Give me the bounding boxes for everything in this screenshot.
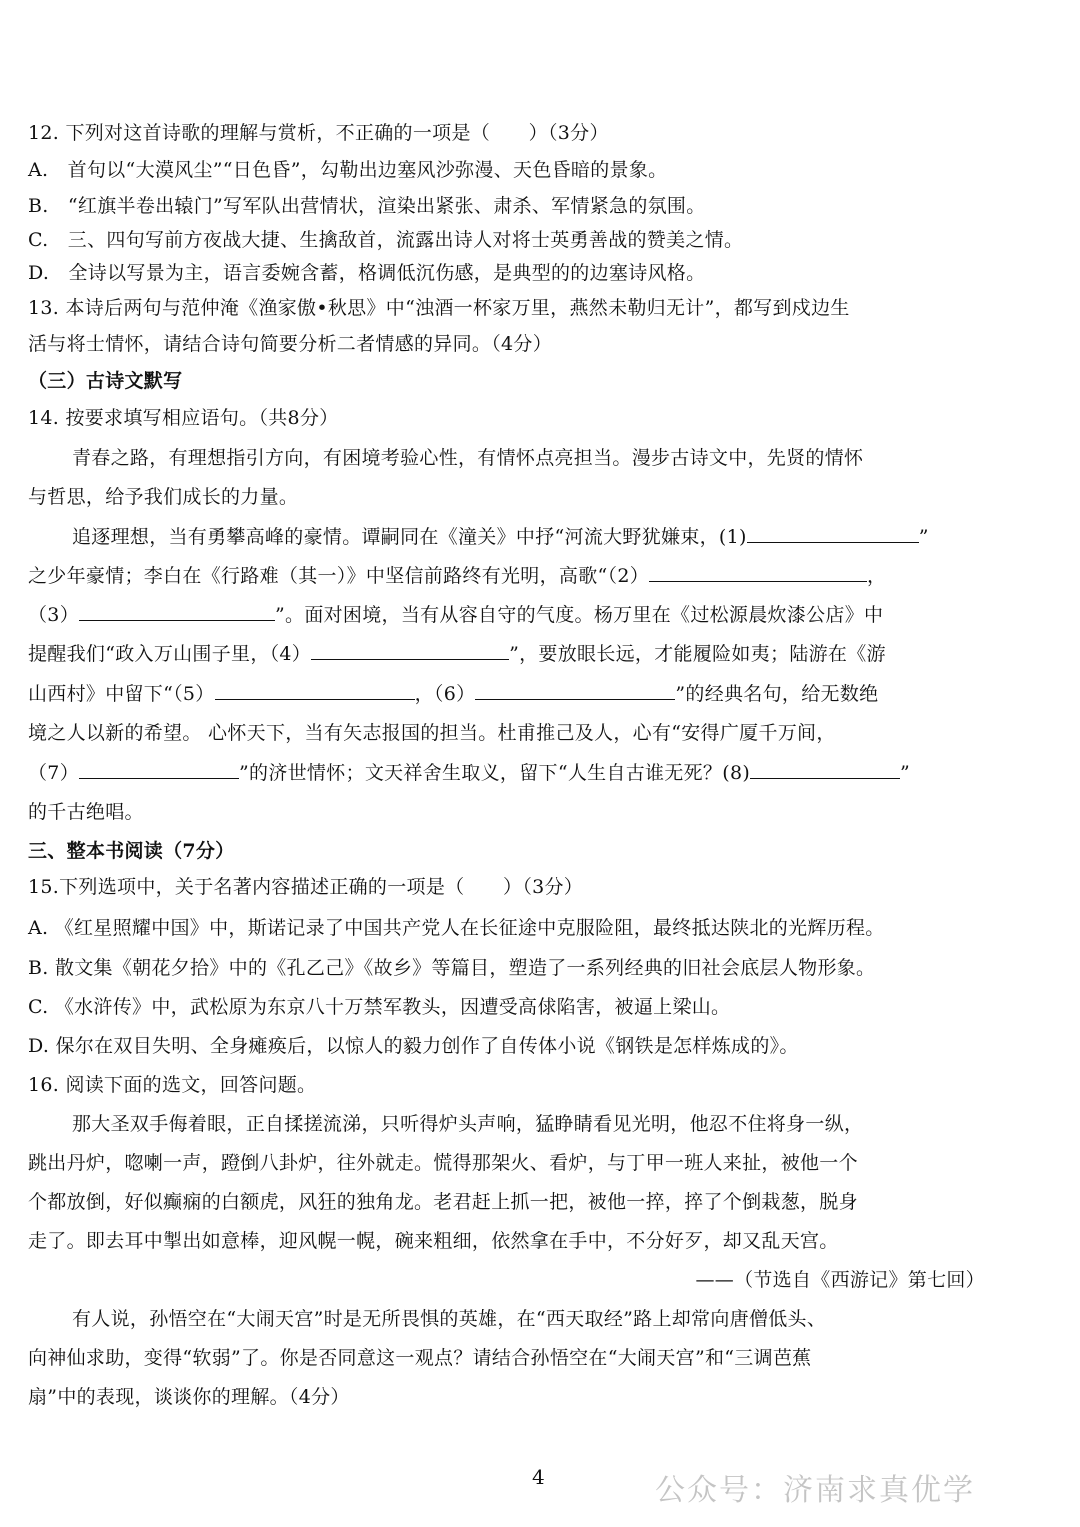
q12-option-a: A. 首句以“大漠风尘”“日色昏”，勾勒出边塞风沙弥漫、天色昏暗的景象。 — [28, 159, 668, 181]
answer-blank-5[interactable] — [215, 681, 415, 700]
q16-excerpt-source: ——（节选自《西游记》第七回） — [695, 1269, 985, 1291]
q14-text-4a: 提醒我们“政入万山围子里，（4） — [28, 643, 312, 665]
q12-option-c: C. 三、四句写前方夜战大捷、生擒敌首，流露出诗人对将士英勇善战的赞美之情。 — [28, 229, 744, 251]
q12-option-d: D. 全诗以写景为主，语言委婉含蓄，格调低沉伤感，是典型的的边塞诗风格。 — [28, 262, 706, 284]
q14-fill-line-2 — [28, 563, 1058, 589]
q14-stem: 14. 按要求填写相应语句。（共8分） — [28, 407, 339, 429]
q14-fill-line-5 — [28, 681, 1058, 707]
q15-option-d: D. 保尔在双目失明、全身瘫痪后，以惊人的毅力创作了自传体小说《钢铁是怎样炼成的》。 — [28, 1035, 799, 1057]
q14-text-3a: （3） — [28, 604, 79, 626]
answer-blank-1[interactable] — [747, 524, 919, 543]
q14-fill-line-3 — [28, 602, 1058, 628]
q14-text-7a: （7） — [28, 762, 79, 784]
answer-blank-6[interactable] — [475, 681, 675, 700]
q12-option-b: B. “红旗半卷出辕门”写军队出营情状，渲染出紧张、肃杀、军情紧急的氛围。 — [28, 195, 706, 217]
section-heading-classical-recitation: （三）古诗文默写 — [28, 370, 183, 392]
answer-blank-4[interactable] — [311, 641, 509, 660]
q14-text-2a: 之少年豪情；李白在《行路难（其一）》中坚信前路终有光明，高歌“（2） — [28, 565, 650, 587]
q16-stem: 16. 阅读下面的选文，回答问题。 — [28, 1074, 317, 1096]
q14-fill-line-4 — [28, 641, 1058, 667]
q14-text-4b: ”，要放眼长远，才能履险如夷；陆游在《游 — [509, 643, 886, 665]
q14-text-1a: 追逐理想，当有勇攀高峰的豪情。谭嗣同在《潼关》中抒“河流大野犹嫌束，(1) — [72, 526, 747, 548]
watermark: 公众号：济南求真优学 — [655, 1473, 975, 1508]
q15-option-a: A. 《红星照耀中国》中，斯诺记录了中国共产党人在长征途中克服险阻，最终抵达陕北的光辉历程。 — [28, 917, 885, 939]
q16-excerpt-line-3: 个都放倒，好似癫痫的白额虎，风狂的独角龙。老君赶上抓一把，被他一捽，捽了个倒栽葱，脱身 — [28, 1191, 858, 1213]
q14-fill-line-8: 的千古绝唱。 — [28, 801, 144, 823]
q14-text-7b: ”的济世情怀；文天祥舍生取义，留下“人生自古谁无死？(8) — [239, 762, 751, 784]
answer-blank-2[interactable] — [649, 563, 867, 582]
part-heading-whole-book-reading: 三、整本书阅读（7分） — [28, 840, 235, 862]
q13-line-1: 13. 本诗后两句与范仲淹《渔家傲•秋思》中“浊酒一杯家万里，燕然未勒归无计”，都写到戍边生 — [28, 297, 850, 319]
q14-fill-line-1 — [72, 524, 1062, 550]
q13-line-2: 活与将士情怀，请结合诗句简要分析二者情感的异同。（4分） — [28, 333, 552, 355]
q16-excerpt-line-4: 走了。即去耳中掣出如意棒，迎风幌一幌，碗来粗细，依然拿在手中，不分好歹，却又乱天宫。 — [28, 1230, 839, 1252]
q14-intro-line-1: 青春之路，有理想指引方向，有困境考验心性，有情怀点亮担当。漫步古诗文中，先贤的情怀 — [72, 447, 864, 469]
q16-question-line-2: 向神仙求助，变得“软弱”了。你是否同意这一观点？请结合孙悟空在“大闹天宫”和“三调芭蕉 — [28, 1347, 812, 1369]
q16-excerpt-line-2: 跳出丹炉，唿喇一声，蹬倒八卦炉，往外就走。慌得那架火、看炉，与丁甲一班人来扯，被他一个 — [28, 1152, 858, 1174]
q14-text-7c: ” — [900, 762, 911, 784]
q14-text-5a: 山西村》中留下“（5） — [28, 683, 215, 705]
q12-stem: 12. 下列对这首诗歌的理解与赏析，不正确的一项是（ ）（3分） — [28, 122, 609, 144]
page-number: 4 — [532, 1465, 545, 1489]
q16-question-line-3: 扇”中的表现，谈谈你的理解。（4分） — [28, 1386, 350, 1408]
q14-text-5b: ，（6） — [414, 683, 476, 705]
q14-text-5c: ”的经典名句，给无数绝 — [675, 683, 879, 705]
q16-question-line-1: 有人说，孙悟空在“大闹天宫”时是无所畏惧的英雄，在“西天取经”路上却常向唐僧低头、 — [72, 1308, 827, 1330]
answer-blank-8[interactable] — [750, 760, 900, 779]
q14-fill-line-6: 境之人以新的希望。 心怀天下，当有矢志报国的担当。杜甫推己及人，心有“安得广厦千万间， — [28, 722, 836, 744]
answer-blank-3[interactable] — [79, 602, 275, 621]
q14-text-2b: ， — [867, 565, 887, 587]
q15-option-b: B. 散文集《朝花夕拾》中的《孔乙己》《故乡》等篇目，塑造了一系列经典的旧社会底层人物形象。 — [28, 957, 876, 979]
q15-option-c: C. 《水浒传》中，武松原为东京八十万禁军教头，因遭受高俅陷害，被逼上梁山。 — [28, 996, 731, 1018]
q14-text-1b: ” — [918, 526, 929, 548]
q16-excerpt-line-1: 那大圣双手侮着眼，正自揉搓流涕，只听得炉头声响，猛睁睛看见光明，他忍不住将身一纵， — [72, 1113, 864, 1135]
q14-intro-line-2: 与哲思，给予我们成长的力量。 — [28, 486, 299, 508]
q15-stem: 15.下列选项中，关于名著内容描述正确的一项是（ ）（3分） — [28, 876, 584, 898]
q14-fill-line-7 — [28, 760, 1058, 786]
q14-text-3b: ”。面对困境，当有从容自守的气度。杨万里在《过松源晨炊漆公店》中 — [275, 604, 884, 626]
answer-blank-7[interactable] — [79, 760, 239, 779]
